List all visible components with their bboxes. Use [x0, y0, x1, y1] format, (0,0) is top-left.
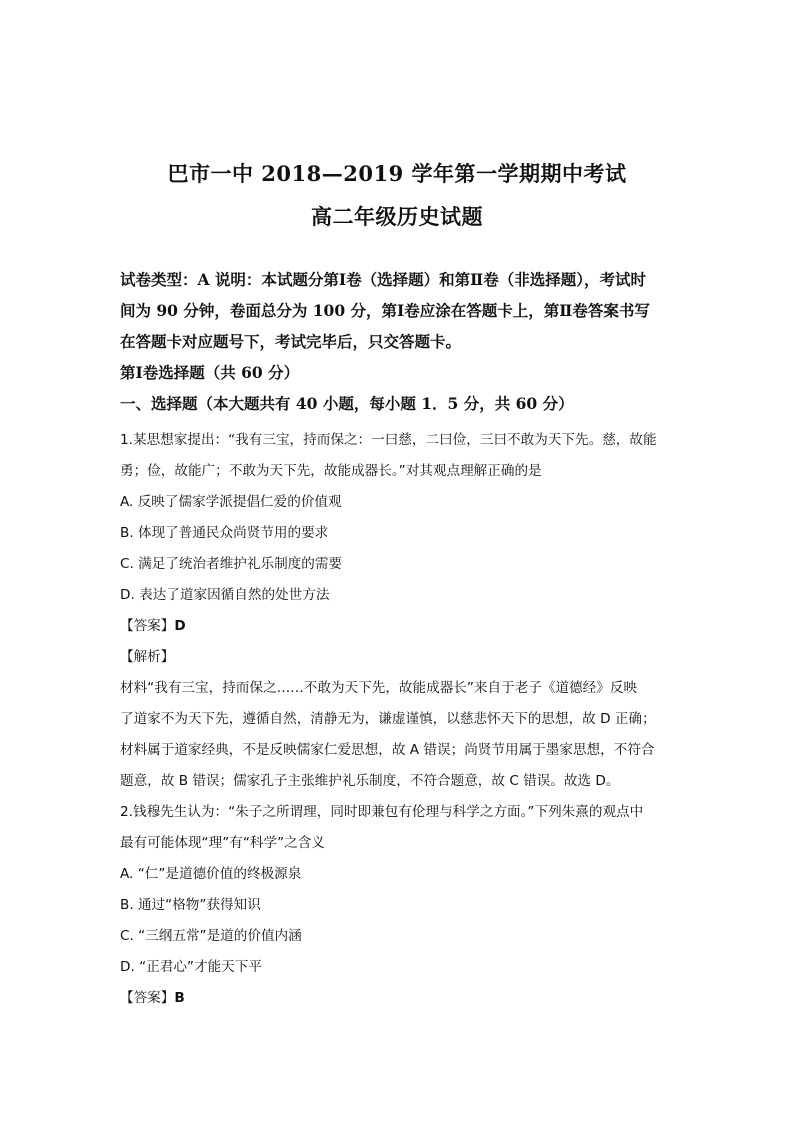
q2-option-c: C. “三纲五常”是道的价值内涵 — [120, 928, 302, 944]
instruction-line: 试卷类型：A 说明：本试题分第Ⅰ卷（选择题）和第Ⅱ卷（非选择题），考试时 — [120, 270, 646, 289]
exam-title: 巴市一中 2018—2019 学年第一学期期中考试 — [167, 161, 627, 186]
exam-instructions — [120, 264, 680, 357]
q1-analysis-line: 了道家不为天下先，遵循自然，清静无为，谦虚谨慎，以慈悲怀天下的思想，故 D 正确； — [120, 711, 656, 727]
q1-option-d: D. 表达了道家因循自然的处世方法 — [120, 587, 330, 603]
q2-option-d: D. “正君心”才能天下平 — [120, 959, 262, 975]
answer-label: 【答案】 — [120, 618, 175, 634]
part-heading: 一、选择题（本大题共有 40 小题，每小题 1．5 分，共 60 分） — [120, 394, 574, 413]
q2-option-a: A. “仁”是道德价值的终极源泉 — [120, 866, 302, 882]
q2-stem-line: 最有可能体现“理”有“科学”之含义 — [120, 835, 325, 851]
q1-stem-line: 勇；俭，故能广；不敢为天下先，故能成器长。”对其观点理解正确的是 — [120, 463, 542, 479]
q1-option-c: C. 满足了统治者维护礼乐制度的需要 — [120, 556, 343, 572]
exam-subtitle: 高二年级历史试题 — [311, 204, 483, 229]
q1-analysis-line: 材料“我有三宝，持而保之……不敢为天下先，故能成器长”来自于老子《道德经》反映 — [120, 680, 638, 696]
q1-analysis-label: 【解析】 — [120, 649, 175, 665]
q1-analysis-line: 材料属于道家经典，不是反映儒家仁爱思想，故 A 错误；尚贤节用属于墨家思想，不符合 — [120, 742, 655, 758]
instruction-line: 间为 90 分钟，卷面总分为 100 分，第Ⅰ卷应涂在答题卡上，第Ⅱ卷答案书写 — [120, 301, 650, 320]
q1-stem-line: 1.某思想家提出：“我有三宝，持而保之：一曰慈，二曰俭，三曰不敢为天下先。慈，故能 — [120, 432, 657, 448]
q1-answer — [120, 614, 186, 634]
q2-stem-line: 2.钱穆先生认为：“朱子之所谓理，同时即兼包有伦理与科学之方面。”下列朱熹的观点中 — [120, 804, 644, 820]
q2-option-b: B. 通过“格物”获得知识 — [120, 897, 261, 913]
q1-option-b: B. 体现了普通民众尚贤节用的要求 — [120, 525, 329, 541]
instruction-line: 在答题卡对应题号下，考试完毕后，只交答题卡。 — [120, 332, 462, 351]
section-heading: 第Ⅰ卷选择题（共 60 分） — [120, 363, 300, 382]
q1-option-a: A. 反映了儒家学派提倡仁爱的价值观 — [120, 494, 342, 510]
answer-value: D — [174, 618, 186, 634]
answer-label: 【答案】 — [120, 990, 175, 1006]
answer-value: B — [174, 990, 185, 1006]
q2-answer — [120, 986, 185, 1006]
q1-analysis-line: 题意，故 B 错误；儒家孔子主张维护礼乐制度，不符合题意，故 C 错误。故选 D。 — [120, 773, 620, 789]
